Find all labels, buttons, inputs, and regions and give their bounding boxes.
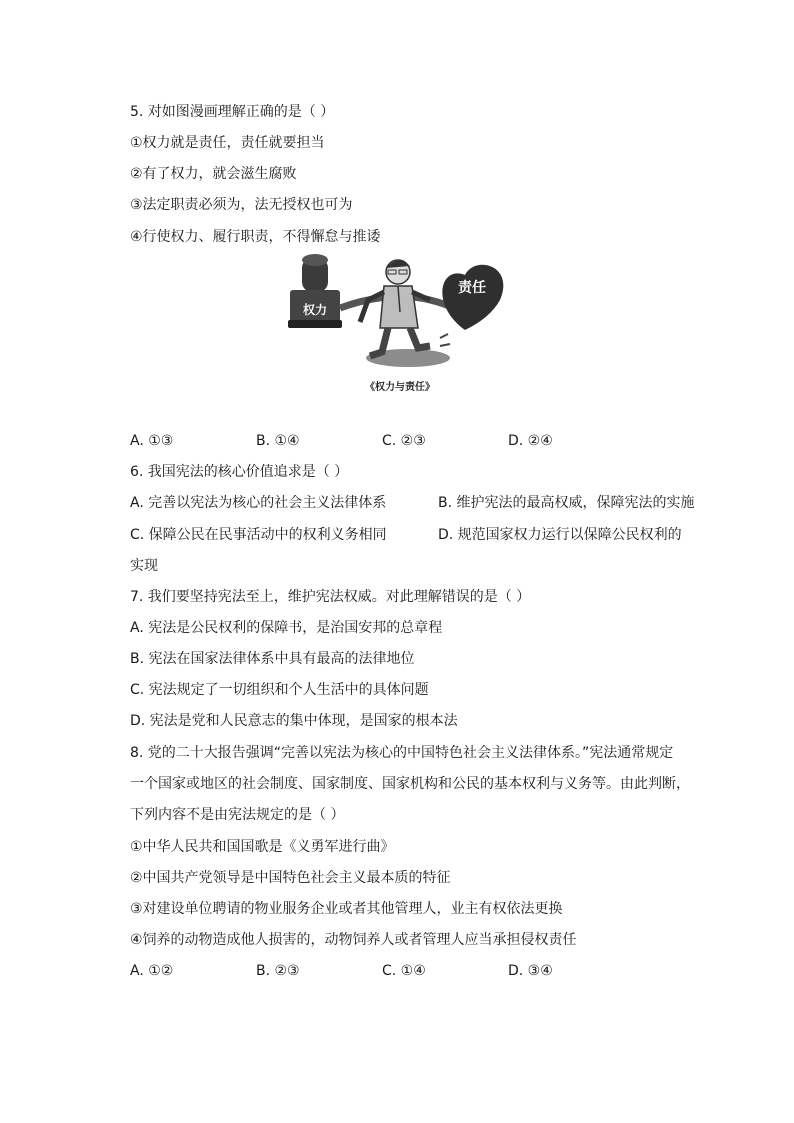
- q5-option-a: A. ①③: [130, 433, 174, 449]
- q8-option-c: C. ①④: [382, 963, 426, 979]
- q5-option-b: B. ①④: [256, 433, 300, 449]
- q5-item-1: ①权力就是责任，责任就要担当: [130, 135, 325, 151]
- q5-option-d: D. ②④: [508, 433, 553, 449]
- q6-option-c: C. 保障公民在民事活动中的权利义务相同: [130, 527, 387, 543]
- q6-option-d: D. 规范国家权力运行以保障公民权利的: [438, 527, 682, 543]
- q8-stem-line-2: 一个国家或地区的社会制度、国家制度、国家机构和公民的基本权利与义务等。由此判断，: [130, 776, 690, 792]
- q7-option-b: B. 宪法在国家法律体系中具有最高的法律地位: [130, 651, 415, 667]
- power-responsibility-cartoon: [280, 250, 520, 400]
- q6-stem: 6. 我国宪法的核心价值追求是（ ）: [130, 464, 349, 480]
- q7-stem: 7. 我们要坚持宪法至上，维护宪法权威。对此理解错误的是（ ）: [130, 589, 531, 605]
- q7-option-d: D. 宪法是党和人民意志的集中体现，是国家的根本法: [130, 713, 458, 729]
- q8-item-1: ①中华人民共和国国歌是《义勇军进行曲》: [130, 839, 395, 855]
- q8-option-a: A. ①②: [130, 963, 174, 979]
- q8-option-b: B. ②③: [256, 963, 300, 979]
- q7-option-a: A. 宪法是公民权利的保障书，是治国安邦的总章程: [130, 620, 443, 636]
- heart-label: 责任: [458, 280, 486, 296]
- q8-stem-line-1: 8. 党的二十大报告强调“完善以宪法为核心的中国特色社会主义法律体系。”宪法通常规定: [130, 745, 674, 761]
- q8-option-d: D. ③④: [508, 963, 553, 979]
- q8-item-3: ③对建设单位聘请的物业服务企业或者其他管理人，业主有权依法更换: [130, 901, 563, 917]
- q6-option-a: A. 完善以宪法为核心的社会主义法律体系: [130, 495, 387, 511]
- q8-item-2: ②中国共产党领导是中国特色社会主义最本质的特征: [130, 870, 451, 886]
- q8-stem-line-3: 下列内容不是由宪法规定的是（ ）: [130, 807, 345, 823]
- q5-item-2: ②有了权力，就会滋生腐败: [130, 166, 297, 182]
- q5-item-4: ④行使权力、履行职责，不得懈怠与推诿: [130, 229, 381, 245]
- q5-stem: 5. 对如图漫画理解正确的是（ ）: [130, 104, 335, 120]
- q6-option-d-continued: 实现: [130, 558, 158, 574]
- q8-item-4: ④饲养的动物造成他人损害的，动物饲养人或者管理人应当承担侵权责任: [130, 932, 577, 948]
- stamp-label: 权力: [302, 303, 328, 317]
- cartoon-caption: 《权力与责任》: [365, 382, 435, 393]
- q5-option-c: C. ②③: [382, 433, 426, 449]
- q6-option-b: B. 维护宪法的最高权威，保障宪法的实施: [438, 495, 695, 511]
- q7-option-c: C. 宪法规定了一切组织和个人生活中的具体问题: [130, 682, 429, 698]
- q5-item-3: ③法定职责必须为，法无授权也可为: [130, 197, 353, 213]
- cartoon-illustration: [280, 250, 520, 375]
